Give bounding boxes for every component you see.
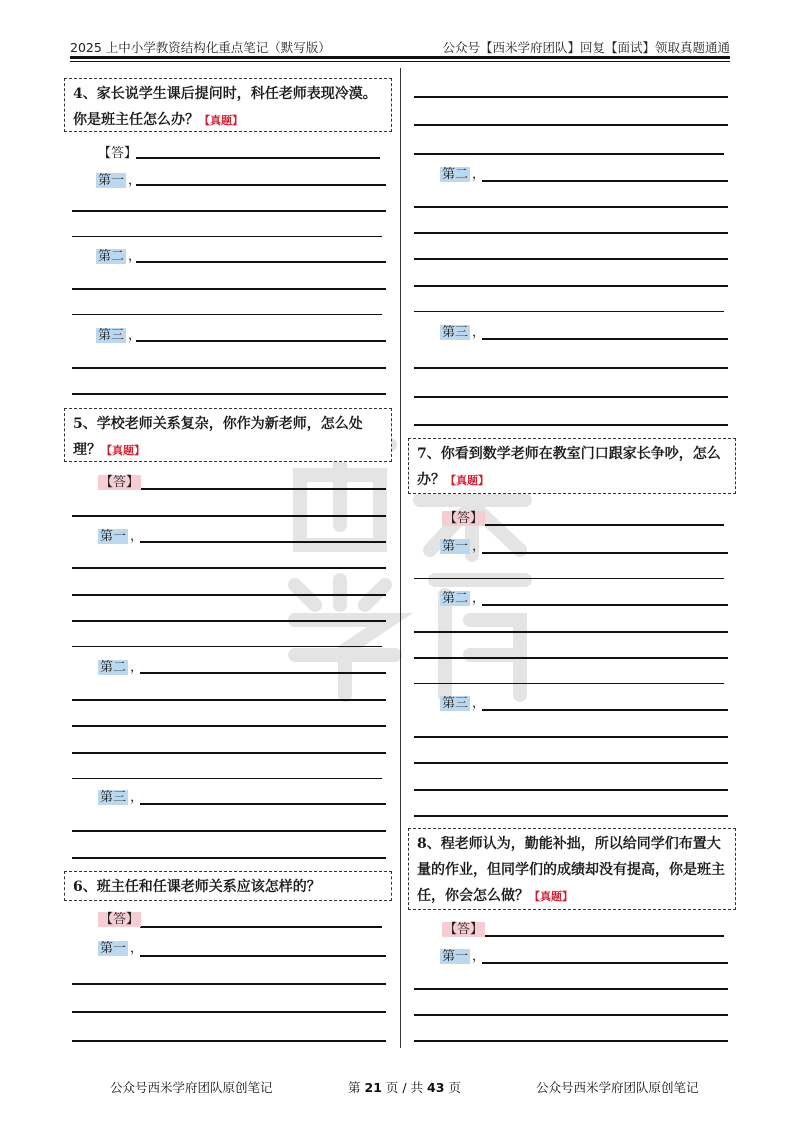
answer-line[interactable] xyxy=(72,367,386,369)
answer-line[interactable] xyxy=(414,124,728,126)
answer-line[interactable] xyxy=(414,206,728,208)
answer-line[interactable] xyxy=(482,338,728,340)
answer-line[interactable] xyxy=(414,258,728,260)
answer-line[interactable] xyxy=(72,620,386,622)
question-7-tag: 【真题】 xyxy=(445,474,489,487)
answer-line[interactable] xyxy=(72,515,386,517)
question-7-box xyxy=(408,438,736,494)
answer-line[interactable] xyxy=(414,311,724,312)
answer-line[interactable] xyxy=(414,789,728,791)
answer-label: 【答】 xyxy=(100,475,140,490)
footer-right: 公众号西米学府团队原创笔记 xyxy=(536,1080,699,1095)
question-6-text: 6、班主任和任课老师关系应该怎样的？ xyxy=(73,879,321,895)
point-third-label: 第三 ， xyxy=(98,328,142,343)
answer-line[interactable] xyxy=(72,778,382,779)
answer-line[interactable] xyxy=(414,736,728,738)
answer-line[interactable] xyxy=(72,857,386,859)
point-second-label: 第二 ， xyxy=(100,660,144,675)
answer-line[interactable] xyxy=(414,285,728,287)
point-second-label: 第二 ， xyxy=(98,249,142,264)
point-second-label: 第二 ， xyxy=(442,591,486,606)
answer-line[interactable] xyxy=(136,340,386,342)
question-8-text: 8、程老师认为，勤能补拙，所以给同学们布置大量的作业，但同学们的成绩却没有提高，你是班主任，你会怎么做？ xyxy=(417,836,725,904)
answer-line[interactable] xyxy=(484,935,724,937)
answer-line[interactable] xyxy=(136,261,386,263)
answer-line[interactable] xyxy=(414,578,724,579)
answer-line[interactable] xyxy=(140,672,386,674)
answer-line[interactable] xyxy=(482,552,728,554)
answer-line[interactable] xyxy=(414,762,728,764)
answer-line[interactable] xyxy=(72,725,386,727)
answer-line[interactable] xyxy=(140,803,386,805)
page-footer xyxy=(0,1078,800,1098)
answer-line[interactable] xyxy=(72,1040,386,1042)
answer-line[interactable] xyxy=(72,393,386,395)
answer-line[interactable] xyxy=(482,604,728,606)
point-first-label: 第一 ， xyxy=(442,539,486,554)
point-second-label: 第二 ， xyxy=(442,167,486,182)
answer-line[interactable] xyxy=(72,1011,386,1013)
header-rule-thick xyxy=(70,56,730,59)
answer-line[interactable] xyxy=(72,646,382,647)
answer-line[interactable] xyxy=(140,955,386,957)
answer-line[interactable] xyxy=(72,752,386,754)
answer-line[interactable] xyxy=(140,926,382,928)
answer-line[interactable] xyxy=(414,631,728,633)
question-5-tag: 【真题】 xyxy=(101,444,145,457)
point-third-label: 第三 ， xyxy=(442,325,486,340)
header-promo: 公众号【西米学府团队】回复【面试】领取真题通通 xyxy=(442,40,730,55)
question-8-tag: 【真题】 xyxy=(529,890,573,903)
question-4-text: 4、家长说学生课后提问时，科任老师表现冷漠。你是班主任怎么办？ xyxy=(73,86,377,128)
answer-line[interactable] xyxy=(140,541,386,543)
page-header xyxy=(70,34,730,56)
answer-label: 【答】 xyxy=(100,912,140,927)
point-first-label: 第一 ， xyxy=(442,949,486,964)
answer-line[interactable] xyxy=(482,962,728,964)
answer-line[interactable] xyxy=(72,236,382,237)
answer-line[interactable] xyxy=(414,657,728,659)
footer-left: 公众号西米学府团队原创笔记 xyxy=(110,1080,273,1095)
answer-line[interactable] xyxy=(414,232,728,234)
answer-line[interactable] xyxy=(72,210,386,212)
answer-line[interactable] xyxy=(414,424,728,426)
answer-line[interactable] xyxy=(414,988,728,990)
question-4-tag: 【真题】 xyxy=(199,114,243,127)
point-third-label: 第三 ， xyxy=(100,790,144,805)
answer-line[interactable] xyxy=(72,983,386,985)
answer-line[interactable] xyxy=(414,1040,728,1042)
answer-line[interactable] xyxy=(72,699,386,701)
answer-line[interactable] xyxy=(72,594,386,596)
answer-line[interactable] xyxy=(414,153,724,155)
header-rule-thin xyxy=(70,61,730,62)
question-8-box xyxy=(408,828,736,910)
answer-line[interactable] xyxy=(414,96,728,98)
question-5-text: 5、学校老师关系复杂，你作为新老师，怎么处理？ xyxy=(73,416,363,458)
answer-line[interactable] xyxy=(414,815,728,817)
point-first-label: 第一 ， xyxy=(98,173,142,188)
answer-line[interactable] xyxy=(136,184,386,186)
question-4-box xyxy=(64,78,392,132)
answer-line[interactable] xyxy=(72,567,386,569)
answer-line[interactable] xyxy=(136,157,380,159)
answer-line[interactable] xyxy=(414,1014,728,1016)
answer-line[interactable] xyxy=(482,180,728,182)
answer-line[interactable] xyxy=(484,524,724,526)
answer-label: 【答】 xyxy=(444,922,484,937)
answer-line[interactable] xyxy=(72,830,386,832)
header-title: 2025 上中小学教资结构化重点笔记（默写版） xyxy=(70,40,331,55)
answer-label: 【答】 xyxy=(444,511,484,526)
answer-line[interactable] xyxy=(72,314,382,315)
point-first-label: 第一 ， xyxy=(100,529,144,544)
question-7-text: 7、你看到数学老师在教室门口跟家长争吵，怎么办？ xyxy=(417,446,721,488)
answer-line[interactable] xyxy=(140,488,386,490)
answer-line[interactable] xyxy=(414,367,728,369)
answer-line[interactable] xyxy=(72,288,386,290)
footer-page-number: 第 21 页 / 共 43 页 xyxy=(348,1080,461,1095)
answer-line[interactable] xyxy=(414,396,728,398)
answer-line[interactable] xyxy=(482,709,728,711)
point-first-label: 第一 ， xyxy=(100,941,144,956)
column-divider xyxy=(400,68,401,1048)
point-third-label: 第三 ， xyxy=(442,696,486,711)
question-5-box xyxy=(64,408,392,462)
question-6-box xyxy=(64,871,392,901)
answer-line[interactable] xyxy=(414,683,724,684)
answer-label: 【答】 xyxy=(98,146,138,161)
